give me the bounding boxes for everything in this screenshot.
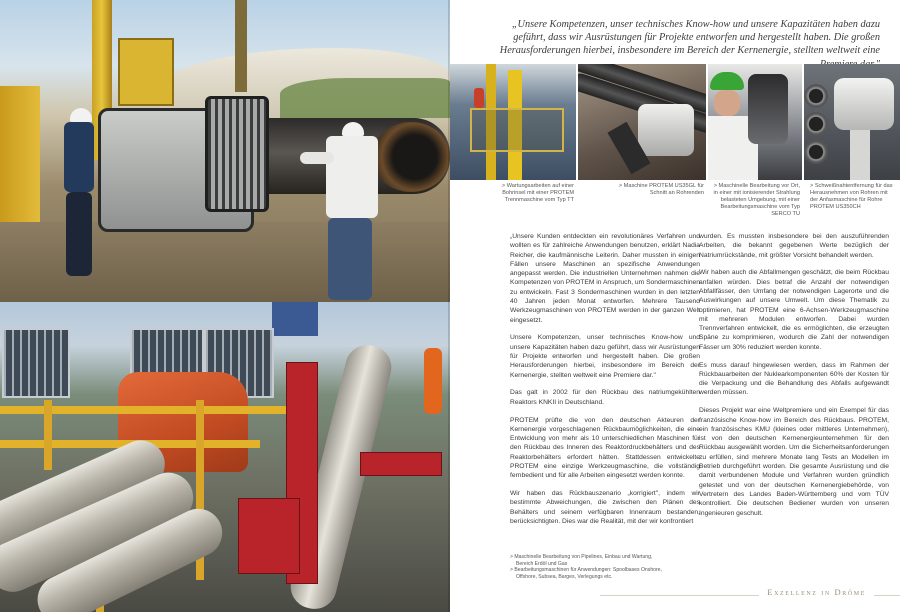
photo-worker-orange <box>424 348 442 414</box>
paragraph: „Unsere Kunden entdeckten ein revolutionäres Verfahren und wollten es für zahlreiche Anwendungen benutzen, erklärt Nadia Reicher, die kaufmännische Leiterin. Daher mussten in einigen Fällen unsere Maschinen an spezifische Anwendungen angepasst werden. Die industriellen Unternehmen nahmen die Kompetenzen von PROTEM in Anspruch, um Sondermaschinen zu entwickeln. Fast 3 Sondermaschinen wurden in den letzten 40 Jahren jeden Monat entworfen. Mehrere Tausend Werkzeugmaschinen von PROTEM werden in der ganzen Welt eingesetzt. <box>510 233 700 324</box>
photo-red-beam <box>360 452 442 476</box>
photo-pipe-opening <box>372 122 450 192</box>
footer-title: Exzellenz in Drôme <box>759 587 874 597</box>
ship-deck-photo <box>0 302 450 612</box>
paragraph: Dieses Projekt war eine Weltpremiere und ein Exempel für das französische Know-how im Bereich des Rückbaus. PROTEM, ein französisches KMU (kleines oder mittleres Unternehmen), ist von den deutschen Kernenergieunternehmen für den Rückbau ausgewählt worden. Um die Sicherheitsanforderungen zu erfüllen, sind mehrere Monate lang Tests an Modellen im Betrieb durchgeführt worden. Die gesamte Ausrüstung und die damit verbundenen Module und Verfahren wurden gründlich getestet und von der deutschen Kernenergiebehörde, von Vertretern des Landes Baden-Württemberg und vom TÜV kontrolliert. Die deutschen Bediener wurden von unseren Ingenieuren geschult. <box>699 407 889 517</box>
thumbnail-row <box>450 64 900 180</box>
photo-pipe-end-machine <box>578 64 708 180</box>
pipeline-welding-photo <box>0 0 450 302</box>
caption-3: > Maschinelle Bearbeitung vor Ort, in einer mit ionisierender Strahlung belasteten Umgebung, mit einer Bearbeitungsmaschine vom Typ SERCO TU <box>713 183 800 217</box>
paragraph: Wir haben auch die Abfallmengen geschätzt, die beim Rückbau anfallen würden. Dies betraf die Anzahl der notwendigen Abfallfässer, den Umfang der notwendigen Lagerorte und die Auswirkungen auf unsere Umwelt. Um diese Thematik zu optimieren, hat PROTEM eine 6-Achsen-Werkzeugmaschine mit mehreren Modulen entworfen. Dabei wurden Trennverfahren entwickelt, die es ermöglichten, die erzeugten Späne zu komprimieren, wodurch die Zahl der notwendigen Fässer um 30% reduziert werden konnte. <box>699 269 889 351</box>
photo-bevelling-machine <box>804 64 900 180</box>
paragraph: PROTEM prüfte die von den deutschen Akteuren der Kernenergie vorgeschlagenen Rückbaumöglichkeiten, die eine Entwicklung von mehr als 10 unterschiedlichen Maschinen für den Rückbau des Inneren des Reaktordruckbehälters und des Reaktorbehälters erfordert hätten. Stattdessen entwickelte PROTEM eine einzige Werkzeugmaschine, die vollständig fernbedient und für alle Arbeiten eingesetzt werden konnte. <box>510 416 700 480</box>
note-line: > Bearbeitungsmaschinen für Anwendungen: Spoolbases Onshore, <box>510 567 662 574</box>
photo-worker-right <box>300 122 378 300</box>
photo-operator-helmet <box>708 64 804 180</box>
note-line: Offshore, Subsea, Barges, Verlegungs etc. <box>516 573 613 580</box>
photo-machine-grille <box>205 96 269 212</box>
photo-crane-cab <box>118 38 174 106</box>
photo-cage-1 <box>2 328 70 398</box>
photo-captions <box>450 183 900 217</box>
note-line: > Maschinelle Bearbeitung von Pipelines, Einbau und Wartung, <box>510 554 653 560</box>
photo-red-machine <box>238 498 300 574</box>
caption-4: > Schweißnahtentfernung für das Herausnehmen von Rohren mit der Anfasmaschine für Rohre PROTEM US350CH <box>810 183 893 210</box>
text-column-right <box>699 232 889 526</box>
right-page <box>450 0 900 612</box>
photo-boom <box>235 0 247 92</box>
paragraph: Das galt in 2002 für den Rückbau des natriumgekühlten Reaktors KNKII in Deutschland. <box>510 389 700 406</box>
caption-2: > Maschine PROTEM US35GL für Schnitt an Rohrenden <box>618 183 704 196</box>
note-line: Bereich Erdöl und Gas <box>516 560 568 567</box>
paragraph: Unsere Kompetenzen, unser technisches Know-how und unsere Kapazitäten haben dazu geführt, dass wir Ausrüstungen für Projekte entworfen und hergestellt haben. Die großen Herausforderungen hierbei, insbesondere im Bereich der Kernenergie, stellten weltweit eine Premiere dar." <box>510 334 700 379</box>
paragraph: Es muss darauf hingewiesen werden, dass im Rahmen der Rückbauarbeiten der Nuklearkomponenten 60% der Kosten für die Verpackung und die Behandlung des Abfalls aufgewandt werden müssen. <box>699 361 889 397</box>
sidebar-notes <box>510 554 705 580</box>
paragraph: wurden. Es mussten insbesondere bei den auszuführenden Arbeiten, die bekannt gegebenen Werte bezüglich der Natriumrückstände, mit größter Vorsicht behandelt werden. <box>699 233 889 259</box>
page-footer <box>450 586 900 612</box>
photo-blue-structure <box>272 302 318 336</box>
paragraph: Wir haben das Rückbauszenario „korrigiert", indem wir bestimmte Abweichungen, die zwischen den Plänen des Behälters und seinem verfügbaren Innenraum bestanden, berücksichtigten. Dies war die Realität, mit der wir konfrontiert <box>510 490 700 526</box>
caption-1: > Wartungsarbeiten auf einer Bohrinsel mit einer PROTEM Trennmaschine vom Typ TT <box>501 183 574 203</box>
photo-oil-rig <box>450 64 578 180</box>
pull-quote: „Unsere Kompetenzen, unser technisches Know-how und unsere Kapazitäten haben dazu geführt, dass wir Ausrüstungen für Projekte entworfen und hergestellt haben. Die großen Herausforderungen hierbei, insbesondere im Bereich der Kernenergie, stellten weltweit eine <box>499 19 880 57</box>
photo-grass <box>280 78 450 118</box>
photo-rail-post <box>44 400 52 470</box>
photo-worker-left <box>58 108 98 276</box>
text-column-left <box>510 232 700 535</box>
